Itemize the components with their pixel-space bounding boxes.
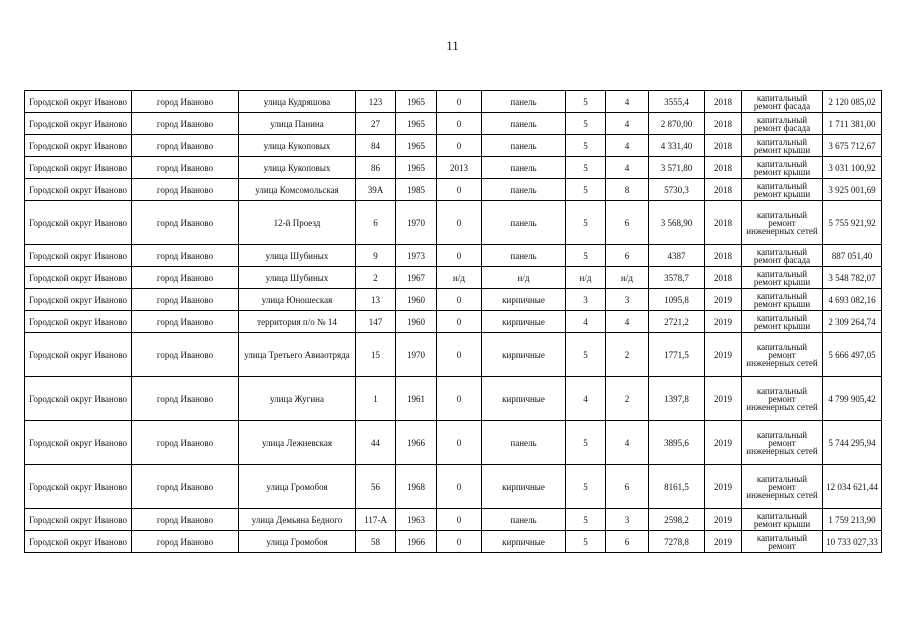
cell-municipality: Городской округ Иваново (25, 113, 132, 135)
cell-street: улица Юношеская (239, 289, 356, 311)
cell-floors: 3 (566, 289, 606, 311)
cell-plan-year: 2019 (705, 421, 742, 465)
cell-municipality: Городской округ Иваново (25, 421, 132, 465)
cell-settlement: город Иваново (132, 135, 239, 157)
cell-entrances: 3 (606, 289, 649, 311)
cell-work-type: капитальный ремонт крыши (742, 289, 823, 311)
cell-street: улица Шубиных (239, 245, 356, 267)
cell-cost: 3 925 001,69 (823, 179, 882, 201)
cell-municipality: Городской округ Иваново (25, 267, 132, 289)
cell-area: 1095,8 (649, 289, 705, 311)
cell-area: 2598,2 (649, 509, 705, 531)
cell-house-number: 13 (356, 289, 396, 311)
cell-wall-material: панель (482, 91, 566, 113)
cell-house-number: 9 (356, 245, 396, 267)
cell-municipality: Городской округ Иваново (25, 289, 132, 311)
cell-entrances: 4 (606, 113, 649, 135)
cell-area: 2721,2 (649, 311, 705, 333)
cell-entrances: 6 (606, 465, 649, 509)
cell-municipality: Городской округ Иваново (25, 465, 132, 509)
cell-street: улица Комсомольская (239, 179, 356, 201)
cell-wall-material: кирпичные (482, 333, 566, 377)
cell-work-type: капитальный ремонт инженерных сетей (742, 201, 823, 245)
cell-settlement: город Иваново (132, 201, 239, 245)
cell-cost: 2 120 085,02 (823, 91, 882, 113)
cell-build-year: 1968 (396, 465, 437, 509)
cell-street: улица Шубиных (239, 267, 356, 289)
cell-entrances: н/д (606, 267, 649, 289)
cell-work-type: капитальный ремонт фасада (742, 91, 823, 113)
cell-street: улица Кудряшова (239, 91, 356, 113)
page-number: 11 (446, 38, 459, 53)
cell-house-number: 58 (356, 531, 396, 553)
cell-build-year: 1966 (396, 421, 437, 465)
cell-municipality: Городской округ Иваново (25, 377, 132, 421)
cell-wall-material: панель (482, 157, 566, 179)
cell-settlement: город Иваново (132, 91, 239, 113)
cell-municipality: Городской округ Иваново (25, 135, 132, 157)
cell-build-year: 1966 (396, 531, 437, 553)
cell-cost: 887 051,40 (823, 245, 882, 267)
table-row (25, 531, 882, 553)
cell-build-year: 1965 (396, 113, 437, 135)
cell-house-number: 2 (356, 267, 396, 289)
cell-entrances: 2 (606, 333, 649, 377)
cell-municipality: Городской округ Иваново (25, 531, 132, 553)
cell-work-type: капитальный ремонт крыши (742, 509, 823, 531)
cell-renovation-year: 0 (437, 135, 482, 157)
cell-municipality: Городской округ Иваново (25, 509, 132, 531)
cell-plan-year: 2018 (705, 135, 742, 157)
cell-house-number: 6 (356, 201, 396, 245)
cell-area: 4 331,40 (649, 135, 705, 157)
cell-build-year: 1965 (396, 91, 437, 113)
cell-work-type: капитальный ремонт фасада (742, 245, 823, 267)
cell-municipality: Городской округ Иваново (25, 201, 132, 245)
cell-floors: 5 (566, 91, 606, 113)
cell-cost: 3 548 782,07 (823, 267, 882, 289)
cell-cost: 4 693 082,16 (823, 289, 882, 311)
cell-work-type: капитальный ремонт инженерных сетей (742, 465, 823, 509)
cell-settlement: город Иваново (132, 311, 239, 333)
cell-house-number: 15 (356, 333, 396, 377)
cell-plan-year: 2018 (705, 267, 742, 289)
cell-floors: 5 (566, 509, 606, 531)
cell-renovation-year: 0 (437, 311, 482, 333)
cell-entrances: 2 (606, 377, 649, 421)
cell-floors: 5 (566, 157, 606, 179)
cell-plan-year: 2019 (705, 311, 742, 333)
cell-work-type: капитальный ремонт крыши (742, 157, 823, 179)
cell-floors: 5 (566, 421, 606, 465)
cell-plan-year: 2018 (705, 113, 742, 135)
cell-settlement: город Иваново (132, 465, 239, 509)
cell-wall-material: панель (482, 201, 566, 245)
cell-floors: 5 (566, 333, 606, 377)
cell-entrances: 6 (606, 201, 649, 245)
cell-house-number: 84 (356, 135, 396, 157)
cell-floors: 5 (566, 113, 606, 135)
cell-renovation-year: 0 (437, 201, 482, 245)
cell-renovation-year: 0 (437, 113, 482, 135)
cell-street: улица Панина (239, 113, 356, 135)
cell-build-year: 1967 (396, 267, 437, 289)
cell-entrances: 6 (606, 245, 649, 267)
cell-settlement: город Иваново (132, 289, 239, 311)
table-row (25, 509, 882, 531)
cell-street: улица Кукоповых (239, 157, 356, 179)
cell-settlement: город Иваново (132, 245, 239, 267)
cell-floors: 5 (566, 135, 606, 157)
cell-cost: 5 755 921,92 (823, 201, 882, 245)
table-row (25, 157, 882, 179)
cell-renovation-year: 0 (437, 91, 482, 113)
cell-area: 1397,8 (649, 377, 705, 421)
cell-floors: 5 (566, 201, 606, 245)
cell-build-year: 1963 (396, 509, 437, 531)
cell-build-year: 1960 (396, 289, 437, 311)
cell-wall-material: кирпичные (482, 377, 566, 421)
cell-plan-year: 2018 (705, 179, 742, 201)
cell-municipality: Городской округ Иваново (25, 91, 132, 113)
cell-build-year: 1965 (396, 135, 437, 157)
cell-municipality: Городской округ Иваново (25, 245, 132, 267)
cell-wall-material: панель (482, 245, 566, 267)
cell-plan-year: 2018 (705, 157, 742, 179)
cell-entrances: 6 (606, 531, 649, 553)
cell-entrances: 4 (606, 135, 649, 157)
cell-area: 3 571,80 (649, 157, 705, 179)
table-row (25, 421, 882, 465)
cell-wall-material: кирпичные (482, 465, 566, 509)
cell-plan-year: 2019 (705, 289, 742, 311)
cell-area: 3555,4 (649, 91, 705, 113)
cell-settlement: город Иваново (132, 333, 239, 377)
cell-plan-year: 2018 (705, 91, 742, 113)
cell-entrances: 3 (606, 509, 649, 531)
cell-renovation-year: 0 (437, 289, 482, 311)
cell-plan-year: 2018 (705, 201, 742, 245)
table-row (25, 289, 882, 311)
cell-build-year: 1985 (396, 179, 437, 201)
cell-settlement: город Иваново (132, 509, 239, 531)
cell-house-number: 56 (356, 465, 396, 509)
table-row (25, 377, 882, 421)
cell-work-type: капитальный ремонт крыши (742, 135, 823, 157)
table-row (25, 113, 882, 135)
cell-wall-material: кирпичные (482, 531, 566, 553)
cell-cost: 3 675 712,67 (823, 135, 882, 157)
table-row (25, 179, 882, 201)
cell-entrances: 4 (606, 421, 649, 465)
cell-wall-material: н/д (482, 267, 566, 289)
cell-street: территория п/о № 14 (239, 311, 356, 333)
cell-area: 2 870,00 (649, 113, 705, 135)
cell-street: улица Громобоя (239, 465, 356, 509)
cell-area: 3578,7 (649, 267, 705, 289)
table-row (25, 311, 882, 333)
table-row (25, 333, 882, 377)
cell-renovation-year: 0 (437, 333, 482, 377)
cell-plan-year: 2019 (705, 333, 742, 377)
cell-street: улица Третьего Авиаотряда (239, 333, 356, 377)
cell-house-number: 123 (356, 91, 396, 113)
cell-street: улица Жугина (239, 377, 356, 421)
cell-cost: 10 733 027,33 (823, 531, 882, 553)
cell-work-type: капитальный ремонт (742, 531, 823, 553)
cell-build-year: 1973 (396, 245, 437, 267)
cell-floors: н/д (566, 267, 606, 289)
cell-settlement: город Иваново (132, 179, 239, 201)
cell-floors: 5 (566, 465, 606, 509)
cell-house-number: 86 (356, 157, 396, 179)
cell-build-year: 1961 (396, 377, 437, 421)
cell-floors: 5 (566, 179, 606, 201)
cell-wall-material: панель (482, 113, 566, 135)
cell-municipality: Городской округ Иваново (25, 311, 132, 333)
table-row (25, 267, 882, 289)
cell-renovation-year: 0 (437, 377, 482, 421)
cell-build-year: 1960 (396, 311, 437, 333)
cell-entrances: 4 (606, 91, 649, 113)
cell-wall-material: панель (482, 509, 566, 531)
cell-area: 3 568,90 (649, 201, 705, 245)
cell-cost: 2 309 264,74 (823, 311, 882, 333)
cell-house-number: 117-А (356, 509, 396, 531)
cell-wall-material: кирпичные (482, 289, 566, 311)
cell-area: 7278,8 (649, 531, 705, 553)
table-row (25, 465, 882, 509)
cell-plan-year: 2019 (705, 509, 742, 531)
cell-area: 1771,5 (649, 333, 705, 377)
cell-floors: 4 (566, 377, 606, 421)
cell-wall-material: кирпичные (482, 311, 566, 333)
cell-street: улица Демьяна Бедного (239, 509, 356, 531)
housing-table (24, 90, 882, 553)
cell-floors: 4 (566, 311, 606, 333)
cell-renovation-year: 0 (437, 245, 482, 267)
cell-build-year: 1970 (396, 201, 437, 245)
cell-street: 12-й Проезд (239, 201, 356, 245)
cell-work-type: капитальный ремонт фасада (742, 113, 823, 135)
cell-cost: 5 744 295,94 (823, 421, 882, 465)
cell-settlement: город Иваново (132, 113, 239, 135)
cell-cost: 5 666 497,05 (823, 333, 882, 377)
cell-work-type: капитальный ремонт инженерных сетей (742, 333, 823, 377)
cell-work-type: капитальный ремонт инженерных сетей (742, 377, 823, 421)
cell-street: улица Лежневская (239, 421, 356, 465)
cell-plan-year: 2019 (705, 377, 742, 421)
cell-house-number: 1 (356, 377, 396, 421)
cell-area: 5730,3 (649, 179, 705, 201)
table-row (25, 245, 882, 267)
cell-entrances: 8 (606, 179, 649, 201)
cell-settlement: город Иваново (132, 531, 239, 553)
cell-house-number: 27 (356, 113, 396, 135)
cell-renovation-year: н/д (437, 267, 482, 289)
cell-street: улица Кукоповых (239, 135, 356, 157)
cell-cost: 4 799 905,42 (823, 377, 882, 421)
cell-settlement: город Иваново (132, 377, 239, 421)
cell-work-type: капитальный ремонт крыши (742, 179, 823, 201)
cell-municipality: Городской округ Иваново (25, 333, 132, 377)
cell-settlement: город Иваново (132, 157, 239, 179)
cell-area: 3895,6 (649, 421, 705, 465)
cell-cost: 12 034 621,44 (823, 465, 882, 509)
cell-entrances: 4 (606, 157, 649, 179)
cell-house-number: 147 (356, 311, 396, 333)
cell-renovation-year: 0 (437, 421, 482, 465)
cell-work-type: капитальный ремонт инженерных сетей (742, 421, 823, 465)
cell-settlement: город Иваново (132, 267, 239, 289)
cell-entrances: 4 (606, 311, 649, 333)
cell-plan-year: 2019 (705, 465, 742, 509)
cell-area: 4387 (649, 245, 705, 267)
cell-house-number: 39А (356, 179, 396, 201)
table-row (25, 201, 882, 245)
cell-municipality: Городской округ Иваново (25, 157, 132, 179)
cell-settlement: город Иваново (132, 421, 239, 465)
cell-renovation-year: 0 (437, 179, 482, 201)
cell-wall-material: панель (482, 135, 566, 157)
cell-area: 8161,5 (649, 465, 705, 509)
cell-renovation-year: 0 (437, 465, 482, 509)
table-row (25, 91, 882, 113)
cell-renovation-year: 0 (437, 531, 482, 553)
cell-plan-year: 2019 (705, 531, 742, 553)
cell-cost: 3 031 100,92 (823, 157, 882, 179)
cell-build-year: 1970 (396, 333, 437, 377)
cell-build-year: 1965 (396, 157, 437, 179)
cell-renovation-year: 0 (437, 509, 482, 531)
cell-work-type: капитальный ремонт крыши (742, 311, 823, 333)
cell-street: улица Громобоя (239, 531, 356, 553)
cell-cost: 1 759 213,90 (823, 509, 882, 531)
cell-floors: 5 (566, 245, 606, 267)
cell-plan-year: 2018 (705, 245, 742, 267)
cell-work-type: капитальный ремонт крыши (742, 267, 823, 289)
cell-renovation-year: 2013 (437, 157, 482, 179)
cell-cost: 1 711 381,00 (823, 113, 882, 135)
table-row (25, 135, 882, 157)
cell-house-number: 44 (356, 421, 396, 465)
cell-municipality: Городской округ Иваново (25, 179, 132, 201)
cell-floors: 5 (566, 531, 606, 553)
cell-wall-material: панель (482, 421, 566, 465)
cell-wall-material: панель (482, 179, 566, 201)
